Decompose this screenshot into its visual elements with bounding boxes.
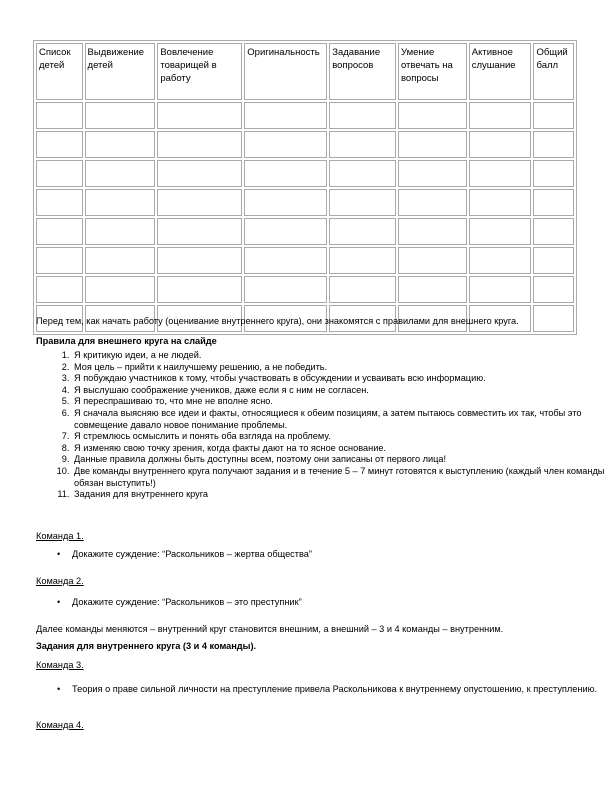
table-cell[interactable]: [244, 247, 327, 274]
table-cell[interactable]: [469, 131, 532, 158]
rule-item: 5. Я переспрашиваю то, что мне не вполне ясно.: [72, 396, 612, 408]
team3-label: Команда 3.: [36, 660, 84, 670]
rules-heading: Правила для внешнего круга на слайде: [36, 336, 217, 346]
table-cell[interactable]: [157, 218, 242, 245]
table-cell[interactable]: [157, 247, 242, 274]
table-cell[interactable]: [36, 218, 83, 245]
table-cell[interactable]: [329, 102, 396, 129]
table-header-cell: Оригинальность: [244, 43, 327, 100]
team3-task-list: [36, 683, 612, 695]
team1-label: Команда 1.: [36, 531, 84, 541]
table-cell[interactable]: [533, 102, 574, 129]
rule-item: 1. Я критикую идеи, а не людей.: [72, 350, 612, 362]
table-cell[interactable]: [157, 276, 242, 303]
table-cell[interactable]: [157, 131, 242, 158]
table-cell[interactable]: [533, 189, 574, 216]
table-cell[interactable]: [157, 160, 242, 187]
team4-label: Команда 4.: [36, 720, 84, 730]
table-cell[interactable]: [469, 160, 532, 187]
table-cell[interactable]: [36, 276, 83, 303]
table-cell[interactable]: [398, 218, 467, 245]
table-cell[interactable]: [244, 160, 327, 187]
table-cell[interactable]: [398, 276, 467, 303]
rule-item: 7. Я стремлюсь осмыслить и понять оба взгляда на проблему.: [72, 431, 612, 443]
team2-task: • Докажите суждение: “Раскольников – это преступник”: [72, 596, 612, 608]
table-cell[interactable]: [85, 218, 156, 245]
table-cell[interactable]: [85, 276, 156, 303]
table-cell[interactable]: [85, 102, 156, 129]
table-cell[interactable]: [36, 102, 83, 129]
team2-label: Команда 2.: [36, 576, 84, 586]
table-header-cell: Общий балл: [533, 43, 574, 100]
table-cell[interactable]: [398, 189, 467, 216]
table-cell[interactable]: [85, 131, 156, 158]
table-cell[interactable]: [398, 247, 467, 274]
table-cell[interactable]: [329, 131, 396, 158]
table-header-cell: Активное слушание: [469, 43, 532, 100]
table-cell[interactable]: [533, 160, 574, 187]
table-cell[interactable]: [533, 218, 574, 245]
table-cell[interactable]: [398, 160, 467, 187]
table-cell[interactable]: [398, 102, 467, 129]
table-cell[interactable]: [329, 160, 396, 187]
table-header-cell: Список детей: [36, 43, 83, 100]
table-cell[interactable]: [36, 189, 83, 216]
table-header-cell: Вовлечение товарищей в работу: [157, 43, 242, 100]
rule-item: 8. Я изменяю свою точку зрения, когда факты дают на то ясное основание.: [72, 443, 612, 455]
rule-item: 3. Я побуждаю участников к тому, чтобы участвовать в обсуждении и усваивать всю информацию.: [72, 373, 612, 385]
table-header-row: [36, 43, 574, 100]
table-row: [36, 218, 574, 245]
table-cell[interactable]: [85, 189, 156, 216]
rule-item: 6. Я сначала выясняю все идеи и факты, относящиеся к обеим позициям, а затем пытаюсь совместить их так, чтобы это совмещение давало новое понимание проблемы.: [72, 408, 612, 431]
table-cell[interactable]: [469, 276, 532, 303]
table-body: [36, 102, 574, 332]
rule-item: 4. Я выслушаю соображение учеников, даже если я с ним не согласен.: [72, 385, 612, 397]
rule-item: 2. Моя цель – прийти к наилучшему решению, а не победить.: [72, 362, 612, 374]
table-cell[interactable]: [398, 131, 467, 158]
table-row: [36, 160, 574, 187]
table-cell[interactable]: [469, 218, 532, 245]
table-cell[interactable]: [36, 131, 83, 158]
rules-list: [36, 350, 612, 501]
table-cell[interactable]: [36, 247, 83, 274]
table-cell[interactable]: [157, 189, 242, 216]
table-cell[interactable]: [469, 102, 532, 129]
table-header-cell: Выдвижение детей: [85, 43, 156, 100]
table-cell[interactable]: [469, 189, 532, 216]
table-row: [36, 102, 574, 129]
table-row: [36, 247, 574, 274]
table-cell[interactable]: [329, 189, 396, 216]
rule-item: 10. Две команды внутреннего круга получают задания и в течение 5 – 7 минут готовятся к выступлению (каждый член команды обязан выступить!): [72, 466, 612, 489]
table-cell[interactable]: [244, 218, 327, 245]
table-cell[interactable]: [85, 247, 156, 274]
table-cell[interactable]: [157, 102, 242, 129]
table-cell[interactable]: [533, 276, 574, 303]
table-cell[interactable]: [329, 247, 396, 274]
swap-note: Далее команды меняются – внутренний круг становится внешним, а внешний – 3 и 4 команды – внутренним.: [36, 624, 504, 634]
team1-task-list: [36, 548, 612, 560]
table-row: [36, 189, 574, 216]
table-cell[interactable]: [244, 131, 327, 158]
table-cell[interactable]: [469, 247, 532, 274]
table-cell[interactable]: [329, 218, 396, 245]
rule-item: 9. Данные правила должны быть доступны всем, поэтому они записаны от первого лица!: [72, 454, 612, 466]
table-cell[interactable]: [244, 276, 327, 303]
table-cell[interactable]: [329, 276, 396, 303]
table-cell[interactable]: [533, 247, 574, 274]
rule-item: 11. Задания для внутреннего круга: [72, 489, 612, 501]
table-cell[interactable]: [533, 131, 574, 158]
table-row: [36, 276, 574, 303]
table-cell[interactable]: [36, 160, 83, 187]
team1-task: • Докажите суждение: “Раскольников – жертва общества”: [72, 548, 612, 560]
table-row: [36, 131, 574, 158]
table-cell[interactable]: [244, 102, 327, 129]
team3-task: • Теория о праве сильной личности на преступление привела Раскольникова к внутреннему опустошению, к преступлению.: [72, 683, 612, 695]
evaluation-table: [33, 40, 577, 335]
team2-task-list: [36, 596, 612, 608]
table-cell[interactable]: [244, 189, 327, 216]
table-cell[interactable]: [85, 160, 156, 187]
table-header-cell: Умение отвечать на вопросы: [398, 43, 467, 100]
intro-text: Перед тем, как начать работу (оценивание внутреннего круга), они знакомятся с правилами для внешнего круга.: [36, 316, 519, 326]
table-header-cell: Задавание вопросов: [329, 43, 396, 100]
inner-circle-heading: Задания для внутреннего круга (3 и 4 команды).: [36, 641, 257, 651]
